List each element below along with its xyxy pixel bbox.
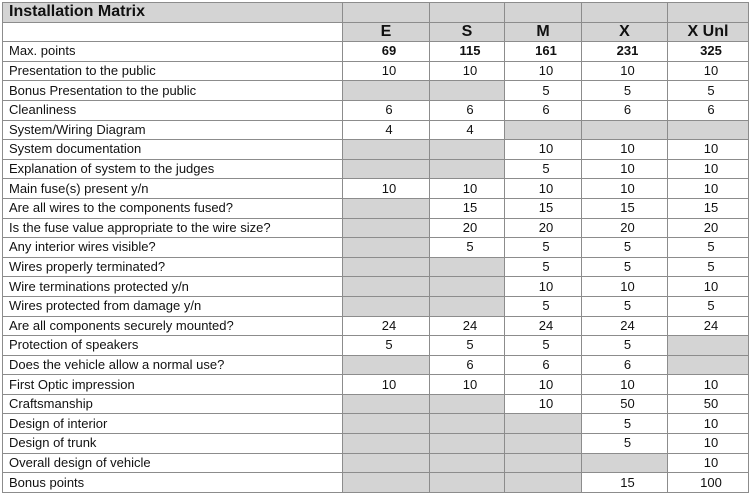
cell-e (343, 159, 430, 179)
cell-x-unl: 10 (668, 179, 749, 199)
cell-e (343, 355, 430, 375)
cell-e: 4 (343, 120, 430, 140)
table-row (3, 140, 749, 160)
row-label: Design of trunk (3, 434, 343, 454)
row-label: System/Wiring Diagram (3, 120, 343, 140)
row-label: System documentation (3, 140, 343, 160)
cell-x: 10 (582, 375, 668, 395)
cell-x: 10 (582, 179, 668, 199)
cell-s: 115 (430, 42, 505, 62)
title-row (3, 3, 749, 23)
cell-s (430, 394, 505, 414)
cell-e: 10 (343, 61, 430, 81)
cell-x: 5 (582, 81, 668, 101)
table-row (3, 414, 749, 434)
row-label: Protection of speakers (3, 336, 343, 356)
cell-x: 15 (582, 473, 668, 493)
cell-s (430, 277, 505, 297)
cell-s (430, 414, 505, 434)
cell-x-unl: 325 (668, 42, 749, 62)
cell-x-unl: 10 (668, 414, 749, 434)
cell-m: 5 (505, 336, 582, 356)
cell-x-unl (668, 336, 749, 356)
table-row (3, 61, 749, 81)
table-row (3, 120, 749, 140)
table-row (3, 277, 749, 297)
row-label: Are all components securely mounted? (3, 316, 343, 336)
cell-m: 5 (505, 81, 582, 101)
cell-m: 5 (505, 296, 582, 316)
cell-s: 6 (430, 100, 505, 120)
cell-e (343, 296, 430, 316)
cell-s (430, 81, 505, 101)
table-row (3, 198, 749, 218)
cell-x-unl: 10 (668, 140, 749, 160)
cell-e: 69 (343, 42, 430, 62)
cell-m: 5 (505, 257, 582, 277)
cell-x: 5 (582, 414, 668, 434)
row-label: Design of interior (3, 414, 343, 434)
cell-m: 10 (505, 179, 582, 199)
cell-s (430, 473, 505, 493)
cell-m: 15 (505, 198, 582, 218)
table-row (3, 238, 749, 258)
title-row-cell (668, 3, 749, 23)
cell-s: 10 (430, 375, 505, 395)
row-label: Cleanliness (3, 100, 343, 120)
cell-s: 5 (430, 336, 505, 356)
cell-x-unl: 5 (668, 257, 749, 277)
cell-e (343, 473, 430, 493)
cell-x: 10 (582, 61, 668, 81)
cell-s: 4 (430, 120, 505, 140)
cell-e (343, 257, 430, 277)
table-row (3, 434, 749, 454)
cell-e: 24 (343, 316, 430, 336)
installation-matrix (2, 2, 749, 493)
cell-x: 15 (582, 198, 668, 218)
cell-m: 5 (505, 159, 582, 179)
table-row (3, 81, 749, 101)
row-label: Craftsmanship (3, 394, 343, 414)
cell-s: 5 (430, 238, 505, 258)
cell-x-unl: 10 (668, 159, 749, 179)
cell-x-unl: 50 (668, 394, 749, 414)
cell-m: 6 (505, 355, 582, 375)
cell-s (430, 159, 505, 179)
table-row (3, 453, 749, 473)
installation-matrix-table (2, 2, 749, 493)
cell-s (430, 453, 505, 473)
cell-x-unl: 10 (668, 375, 749, 395)
row-label: Is the fuse value appropriate to the wire size? (3, 218, 343, 238)
table-row (3, 100, 749, 120)
cell-m (505, 473, 582, 493)
table-row (3, 218, 749, 238)
cell-x-unl: 5 (668, 238, 749, 258)
cell-s: 24 (430, 316, 505, 336)
cell-s (430, 434, 505, 454)
cell-e (343, 140, 430, 160)
cell-s (430, 296, 505, 316)
header-blank-cell (3, 22, 343, 42)
cell-x-unl (668, 120, 749, 140)
cell-e (343, 453, 430, 473)
table-row (3, 257, 749, 277)
cell-s (430, 140, 505, 160)
column-header-row (3, 22, 749, 42)
cell-x: 20 (582, 218, 668, 238)
cell-m: 10 (505, 375, 582, 395)
matrix-body (3, 3, 749, 493)
row-label: Max. points (3, 42, 343, 62)
cell-x: 10 (582, 140, 668, 160)
cell-m (505, 434, 582, 454)
table-row (3, 316, 749, 336)
cell-x: 5 (582, 296, 668, 316)
table-row (3, 159, 749, 179)
cell-x-unl: 10 (668, 453, 749, 473)
table-row (3, 336, 749, 356)
cell-x-unl (668, 355, 749, 375)
cell-m: 10 (505, 140, 582, 160)
cell-m: 5 (505, 238, 582, 258)
cell-m: 10 (505, 277, 582, 297)
cell-x-unl: 15 (668, 198, 749, 218)
cell-x-unl: 24 (668, 316, 749, 336)
cell-s: 15 (430, 198, 505, 218)
row-label: First Optic impression (3, 375, 343, 395)
column-header-e: E (343, 22, 430, 42)
row-label: Wires protected from damage y/n (3, 296, 343, 316)
title-row-cell (343, 3, 430, 23)
cell-e (343, 238, 430, 258)
cell-s: 10 (430, 179, 505, 199)
column-header-x-unl: X Unl (668, 22, 749, 42)
cell-x-unl: 20 (668, 218, 749, 238)
cell-x: 10 (582, 277, 668, 297)
cell-m (505, 453, 582, 473)
cell-e: 6 (343, 100, 430, 120)
row-label: Bonus points (3, 473, 343, 493)
cell-m: 20 (505, 218, 582, 238)
cell-x: 5 (582, 434, 668, 454)
cell-e (343, 81, 430, 101)
table-row (3, 42, 749, 62)
table-row (3, 473, 749, 493)
cell-x (582, 453, 668, 473)
cell-x-unl: 10 (668, 277, 749, 297)
row-label: Wires properly terminated? (3, 257, 343, 277)
column-header-s: S (430, 22, 505, 42)
cell-x-unl: 10 (668, 61, 749, 81)
cell-x: 5 (582, 257, 668, 277)
cell-e (343, 394, 430, 414)
row-label: Are all wires to the components fused? (3, 198, 343, 218)
row-label: Explanation of system to the judges (3, 159, 343, 179)
cell-x: 10 (582, 159, 668, 179)
cell-x: 50 (582, 394, 668, 414)
cell-e (343, 218, 430, 238)
cell-x-unl: 100 (668, 473, 749, 493)
cell-m (505, 120, 582, 140)
cell-x-unl: 5 (668, 81, 749, 101)
column-header-m: M (505, 22, 582, 42)
row-label: Does the vehicle allow a normal use? (3, 355, 343, 375)
cell-x (582, 120, 668, 140)
cell-x-unl: 10 (668, 434, 749, 454)
cell-x: 5 (582, 238, 668, 258)
cell-e: 10 (343, 375, 430, 395)
table-row (3, 375, 749, 395)
cell-x-unl: 5 (668, 296, 749, 316)
cell-e (343, 434, 430, 454)
table-title: Installation Matrix (3, 3, 343, 23)
row-label: Overall design of vehicle (3, 453, 343, 473)
row-label: Any interior wires visible? (3, 238, 343, 258)
row-label: Bonus Presentation to the public (3, 81, 343, 101)
title-row-cell (582, 3, 668, 23)
cell-x: 5 (582, 336, 668, 356)
cell-e (343, 198, 430, 218)
table-row (3, 296, 749, 316)
cell-m: 6 (505, 100, 582, 120)
cell-x-unl: 6 (668, 100, 749, 120)
cell-m: 10 (505, 394, 582, 414)
title-row-cell (430, 3, 505, 23)
cell-m: 10 (505, 61, 582, 81)
column-header-x: X (582, 22, 668, 42)
cell-m (505, 414, 582, 434)
cell-s: 20 (430, 218, 505, 238)
cell-e: 10 (343, 179, 430, 199)
cell-x: 6 (582, 355, 668, 375)
cell-s: 10 (430, 61, 505, 81)
title-row-cell (505, 3, 582, 23)
row-label: Presentation to the public (3, 61, 343, 81)
cell-m: 161 (505, 42, 582, 62)
cell-x: 6 (582, 100, 668, 120)
table-row (3, 394, 749, 414)
cell-s: 6 (430, 355, 505, 375)
cell-m: 24 (505, 316, 582, 336)
cell-e: 5 (343, 336, 430, 356)
row-label: Wire terminations protected y/n (3, 277, 343, 297)
cell-x: 24 (582, 316, 668, 336)
cell-s (430, 257, 505, 277)
table-row (3, 355, 749, 375)
table-row (3, 179, 749, 199)
cell-e (343, 277, 430, 297)
cell-x: 231 (582, 42, 668, 62)
row-label: Main fuse(s) present y/n (3, 179, 343, 199)
cell-e (343, 414, 430, 434)
